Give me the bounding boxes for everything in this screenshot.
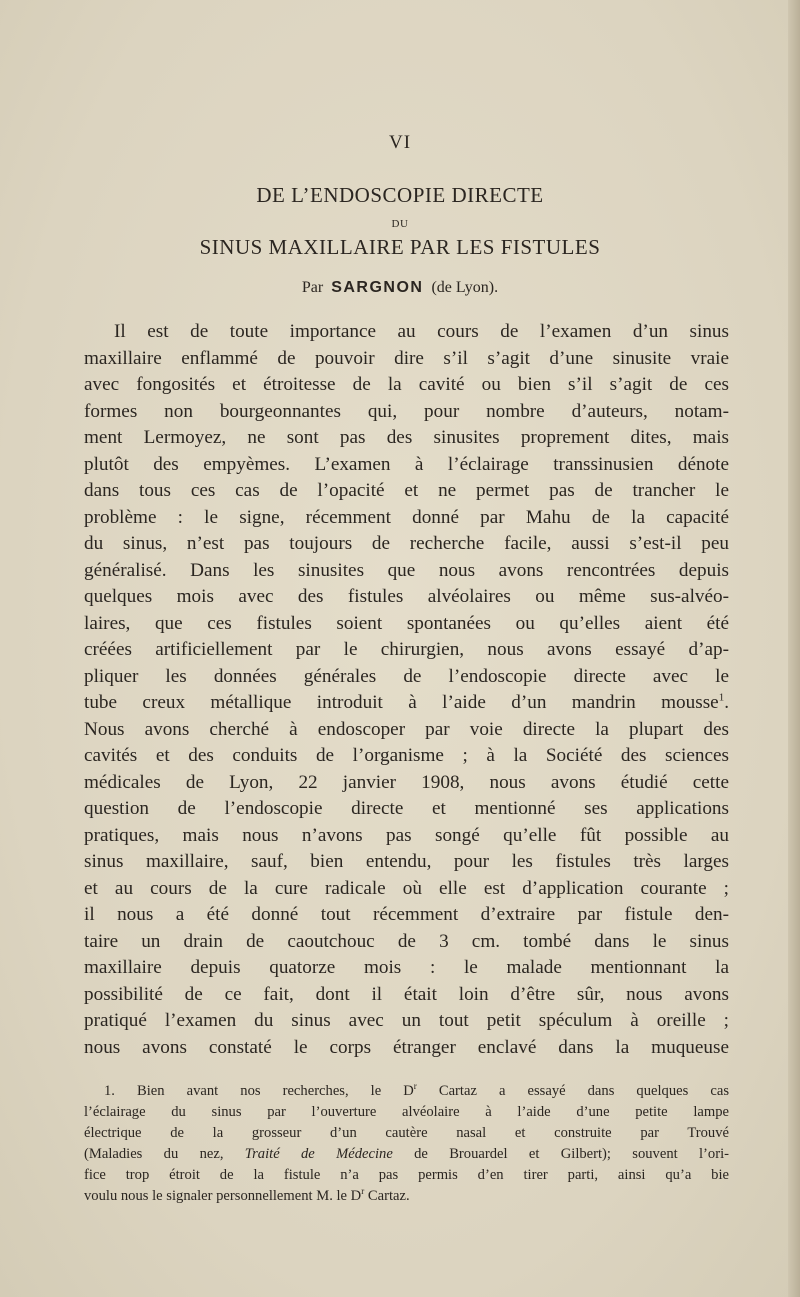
body-line: avec fongosités et étroitesse de la cavité ou bien s’il s’agit de ces (84, 374, 729, 395)
author-name: SARGNON (331, 279, 424, 296)
body-line: taire un drain de caoutchouc de 3 cm. tombé dans le sinus (84, 930, 729, 952)
footnote (84, 1081, 729, 1207)
body-line: formes non bourgeonnantes qui, pour nombre d’auteurs, notam- (84, 400, 729, 422)
body-line: plutôt des empyèmes. L’examen à l’éclairage transsinusien dénote (84, 453, 729, 475)
footnote-text: (Maladies du nez, (84, 1146, 245, 1162)
footnote-line: fice trop étroit de la fistule n’a pas permis d’en tirer parti, ainsi qu’a bie (84, 1167, 729, 1183)
body-line-text: tube creux métallique introduit à l’aide d’un mandrin mousse (84, 692, 719, 713)
article-title-line-1: DE L’ENDOSCOPIE DIRECTE (256, 183, 544, 207)
chapter-number: VI (388, 132, 412, 153)
body-line: possibilité de ce fait, dont il était loin d’être sûr, nous avons (84, 983, 729, 1005)
body-line: nous avons constaté le corps étranger enclavé dans la muqueuse (84, 1036, 729, 1058)
body-line: sinus maxillaire, sauf, bien entendu, pour les fistules très larges (84, 851, 729, 872)
body-line: quelques mois avec des fistules alvéolaires ou même sus-alvéo- (84, 586, 729, 607)
body-line: il nous a été donné tout récemment d’extraire par fistule den- (84, 904, 729, 925)
body-line: dans tous ces cas de l’opacité et ne permet pas de trancher le (84, 480, 729, 501)
footnote-line: l’éclairage du sinus par l’ouverture alvéolaire à l’aide d’une petite lampe (84, 1104, 729, 1120)
footnote-reference: 1 (718, 691, 725, 704)
byline (0, 279, 800, 297)
footnote-text: voulu nous le signaler personnellement M. le D (84, 1188, 362, 1204)
author-origin: (de Lyon). (431, 279, 499, 296)
body-line: créées artificiellement par le chirurgien, nous avons essayé d’ap- (84, 639, 729, 660)
byline-prefix: Par (301, 279, 324, 296)
body-line: ment Lermoyez, ne sont pas des sinusites proprement dites, mais (84, 427, 729, 448)
body-line: cavités et des conduits de l’organisme ; à la Société des sciences (84, 745, 729, 766)
body-line: pratiques, mais nous n’avons pas songé qu’elle fût possible au (84, 824, 729, 846)
footnote-text: Cartaz a essayé dans quelques cas (416, 1083, 729, 1099)
body-line: problème : le signe, récemment donné par Mahu de la capacité (84, 506, 729, 528)
body-paragraph (84, 319, 729, 1061)
footnote-text: Bien avant nos recherches, le D (137, 1083, 414, 1099)
footnote-sup: r (413, 1081, 417, 1092)
body-line: du sinus, n’est pas toujours de recherche facile, aussi s’est-il peu (84, 533, 729, 554)
article-title-connector: DU (391, 218, 409, 230)
footnote-line (84, 1186, 729, 1207)
body-line: pliquer les données générales de l’endoscopie directe avec le (84, 665, 729, 687)
footnote-italic-title: Traité de Médecine (244, 1146, 393, 1162)
body-line: maxillaire depuis quatorze mois : le malade mentionnant la (84, 957, 729, 978)
footnote-line (84, 1144, 729, 1165)
body-line: pratiqué l’examen du sinus avec un tout petit spéculum à oreille ; (84, 1010, 729, 1031)
footnote-line (84, 1081, 729, 1102)
body-line-with-footnote-ref: tube creux métallique introduit à l’aide d’un mandrin mousse$^1$. (84, 691, 729, 713)
body-line: question de l’endoscopie directe et mentionné ses applications (84, 798, 729, 819)
footnote-text: Cartaz. (364, 1188, 410, 1204)
footnote-number: 1. (104, 1083, 115, 1099)
body-line: médicales de Lyon, 22 janvier 1908, nous avons étudié cette (84, 771, 729, 793)
article-title-line-2: SINUS MAXILLAIRE PAR LES FISTULES (199, 235, 601, 259)
body-line: généralisé. Dans les sinusites que nous avons rencontrées depuis (84, 559, 729, 581)
footnote-sup: r (361, 1186, 365, 1197)
body-line: maxillaire enflammé de pouvoir dire s’il s’agit d’une sinusite vraie (84, 347, 729, 369)
body-line: et au cours de la cure radicale où elle est d’application courante ; (84, 877, 729, 899)
footnote-line: électrique de la grosseur d’un cautère nasal et construite par Trouvé (84, 1125, 729, 1141)
body-line: laires, que ces fistules soient spontanées ou qu’elles aient été (84, 612, 729, 634)
body-line: Nous avons cherché à endoscoper par voie directe la plupart des (84, 718, 729, 740)
footnote-text: de Brouardel et Gilbert); souvent l’ori- (392, 1146, 729, 1162)
body-line: Il est de toute importance au cours de l’examen d’un sinus (114, 321, 729, 342)
